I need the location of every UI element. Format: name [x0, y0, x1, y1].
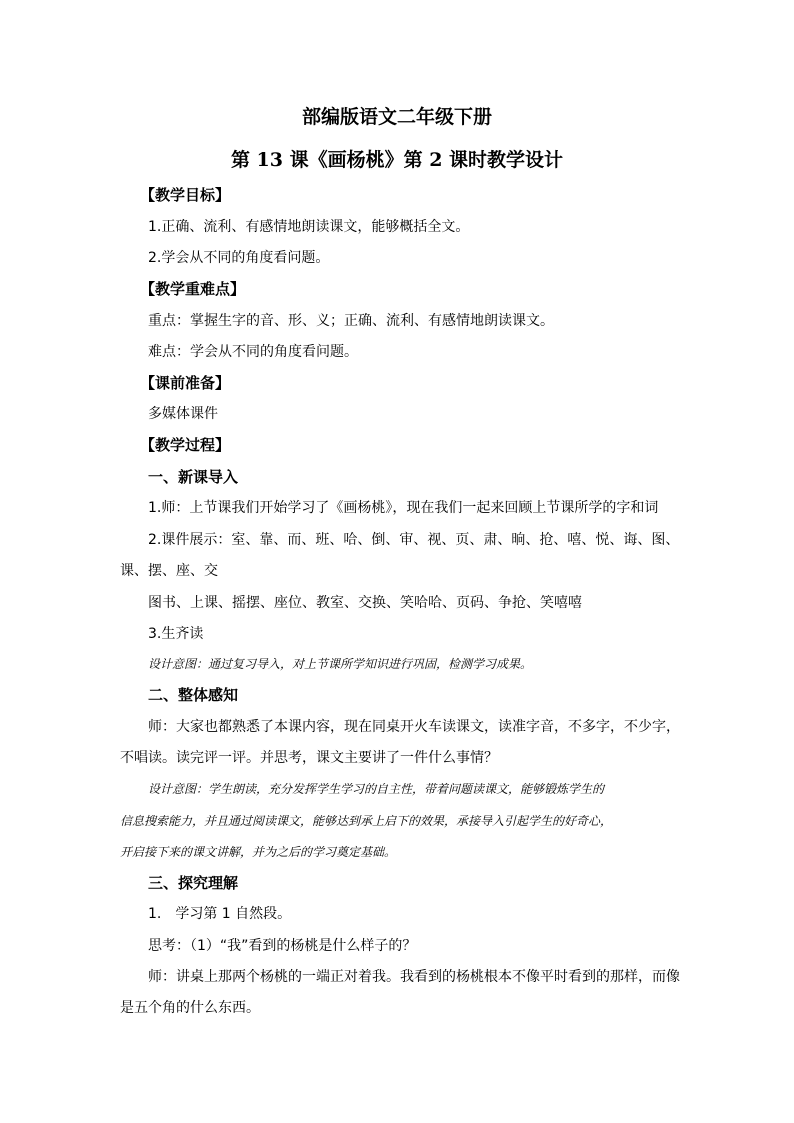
doc-title-lesson: 第 13 课《画杨桃》第 2 课时教学设计 [230, 149, 564, 171]
difficult-point: 难点：学会从不同的角度看问题。 [148, 344, 358, 360]
section-heading-preparation: 【课前准备】 [140, 374, 231, 392]
section-heading-goals: 【教学目标】 [140, 186, 231, 204]
paragraph: 思考：（1）“我”看到的杨桃是什么样子的？ [148, 938, 417, 954]
design-note: 信息搜索能力，并且通过阅读课文，能够达到承上启下的效果，承接导入引起学生的好奇心， [120, 814, 613, 828]
key-point: 重点：掌握生字的音、形、义；正确、流利、有感情地朗读课文。 [148, 313, 554, 329]
section-heading-key-points: 【教学重难点】 [140, 280, 246, 298]
paragraph: 图书、上课、摇摆、座位、教室、交换、笑哈哈、页码、争抢、笑嘻嘻 [148, 595, 582, 611]
doc-title-series: 部编版语文二年级下册 [301, 106, 492, 128]
subsection-heading: 三、探究理解 [148, 874, 239, 892]
paragraph: 不唱读。读完评一评。并思考，课文主要讲了一件什么事情？ [120, 750, 498, 766]
design-note: 设计意图：通过复习导入，对上节课所学知识进行巩固，检测学习成果。 [148, 657, 533, 671]
subsection-heading: 一、新课导入 [148, 468, 239, 486]
paragraph: 1. 学习第 1 自然段。 [148, 906, 292, 922]
section-heading-process: 【教学过程】 [140, 436, 231, 454]
goal-item: 1.正确、流利、有感情地朗读课文，能够概括全文。 [148, 219, 470, 235]
paragraph: 3.生齐读 [148, 626, 204, 642]
paragraph: 师：讲桌上那两个杨桃的一端正对着我。我看到的杨桃根本不像平时看到的那样，而像 [148, 969, 680, 985]
paragraph: 课、摆、座、交 [120, 563, 218, 579]
preparation-item: 多媒体课件 [148, 406, 218, 422]
subsection-heading: 二、整体感知 [148, 686, 239, 704]
paragraph: 1.师：上节课我们开始学习了《画杨桃》，现在我们一起来回顾上节课所学的字和词 [148, 500, 659, 516]
paragraph: 2.课件展示：室、靠、而、班、哈、倒、审、视、页、肃、晌、抢、嘻、悦、诲、图、 [148, 532, 680, 548]
paragraph: 是五个角的什么东西。 [120, 1000, 260, 1016]
design-note: 设计意图：学生朗读，充分发挥学生学习的自主性，带着问题读课文，能够锻炼学生的 [148, 782, 605, 796]
paragraph: 师：大家也都熟悉了本课内容，现在同桌开火车读课文，读准字音，不多字，不少字， [148, 719, 680, 735]
goal-item: 2.学会从不同的角度看问题。 [148, 250, 330, 266]
design-note: 开启接下来的课文讲解，并为之后的学习奠定基础。 [120, 845, 397, 859]
